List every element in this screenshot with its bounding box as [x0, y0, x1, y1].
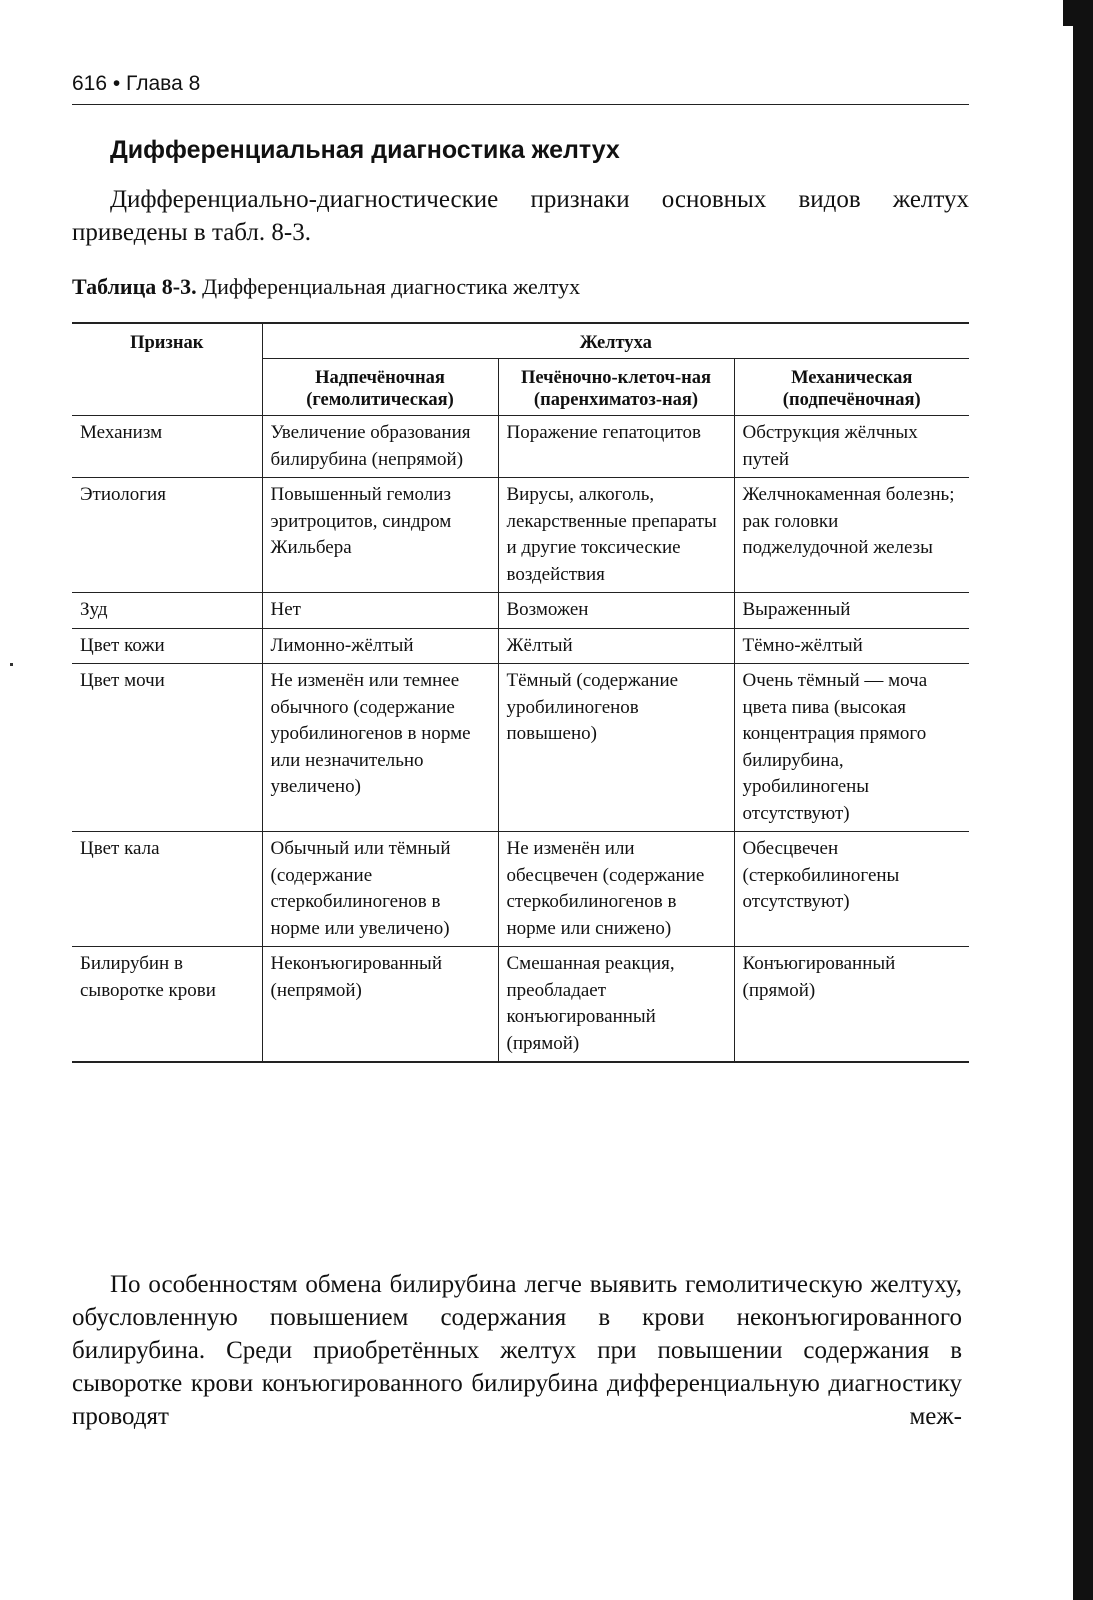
table-caption-text: Дифференциальная диагностика желтух: [196, 274, 581, 299]
row-sign: Цвет кала: [72, 832, 262, 947]
cell-prehepatic: Обычный или тёмный (содержание стеркобилиногенов в норме или увеличено): [262, 832, 498, 947]
row-sign: Цвет мочи: [72, 664, 262, 832]
cell-mechanical: Конъюгированный (прямой): [734, 947, 969, 1063]
cell-hepatocellular: Вирусы, алкоголь, лекарственные препараты и другие токсические воздействия: [498, 478, 734, 593]
cell-prehepatic: Нет: [262, 593, 498, 629]
cell-prehepatic: Увеличение образования билирубина (непрямой): [262, 416, 498, 478]
cell-prehepatic: Повышенный гемолиз эритроцитов, синдром Жильбера: [262, 478, 498, 593]
cell-mechanical: Обструкция жёлчных путей: [734, 416, 969, 478]
cell-mechanical: Желчнокаменная болезнь; рак головки поджелудочной железы: [734, 478, 969, 593]
cell-prehepatic: Не изменён или темнее обычного (содержание уробилиногенов в норме или незначительно увеличено): [262, 664, 498, 832]
row-sign: Билирубин в сыворотке крови: [80, 953, 216, 1001]
cell-hepatocellular: Возможен: [498, 593, 734, 629]
header-rule: [72, 104, 969, 105]
cell-hepatocellular: Жёлтый: [498, 628, 734, 664]
cell-hepatocellular: Тёмный (содержание уробилиногенов повышено): [498, 664, 734, 832]
table-caption: [72, 274, 969, 300]
header-col-hepatocellular: Печёночно-клеточ-ная (паренхиматоз-ная): [498, 359, 734, 416]
row-sign: Зуд: [72, 593, 262, 629]
page-edge-shadow: [1073, 0, 1093, 1600]
row-sign: Механизм: [72, 416, 262, 478]
cell-hepatocellular: Поражение гепатоцитов: [498, 416, 734, 478]
header-sign: Признак: [72, 323, 262, 416]
row-sign: Цвет кожи: [72, 628, 262, 664]
table-row-itch: [72, 593, 969, 629]
cell-prehepatic: Неконъюгированный (непрямой): [262, 947, 498, 1063]
outro-paragraph: По особенностям обмена билирубина легче выявить гемолитическую желтуху, обусловленную повышением содержания в крови неконъюгированного билирубина. Среди приобретённых желтух при повышении содержания в сыворотке крови конъюгированного билирубина дифференциальную диагностику проводят меж-: [72, 1271, 962, 1430]
table-row-serum-bilirubin: [72, 947, 969, 1063]
cell-mechanical: Обесцвечен (стеркобилиногены отсутствуют): [734, 832, 969, 947]
table-row-etiology: [72, 478, 969, 593]
header-jaundice: Желтуха: [262, 323, 969, 359]
header-col-mechanical: Механическая (подпечёночная): [734, 359, 969, 416]
section-title: Дифференциальная диагностика желтух: [110, 136, 620, 164]
table-row-stool-color: [72, 832, 969, 947]
header-col-prehepatic: Надпечёночная (гемолитическая): [262, 359, 498, 416]
cell-hepatocellular: Не изменён или обесцвечен (содержание стеркобилиногенов в норме или снижено): [498, 832, 734, 947]
table-row-mechanism: [72, 416, 969, 478]
page-edge-notch: [1063, 0, 1073, 26]
jaundice-table: [72, 322, 969, 1063]
table-row-urine-color: [72, 664, 969, 832]
cell-mechanical: Очень тёмный — моча цвета пива (высокая концентрация прямого билирубина, уробилиногены отсутствуют): [734, 664, 969, 832]
scan-speck: [10, 663, 13, 666]
intro-paragraph: Дифференциально-диагностические признаки основных видов желтух приведены в табл. 8-3.: [72, 186, 969, 246]
cell-mechanical: Тёмно-жёлтый: [734, 628, 969, 664]
cell-hepatocellular: Смешанная реакция, преобладает конъюгированный (прямой): [498, 947, 734, 1063]
running-head: 616 • Глава 8: [72, 72, 201, 95]
cell-mechanical: Выраженный: [734, 593, 969, 629]
table-row-skin-color: [72, 628, 969, 664]
cell-prehepatic: Лимонно-жёлтый: [262, 628, 498, 664]
row-sign: Этиология: [72, 478, 262, 593]
table-caption-label: Таблица 8-3.: [72, 274, 197, 299]
